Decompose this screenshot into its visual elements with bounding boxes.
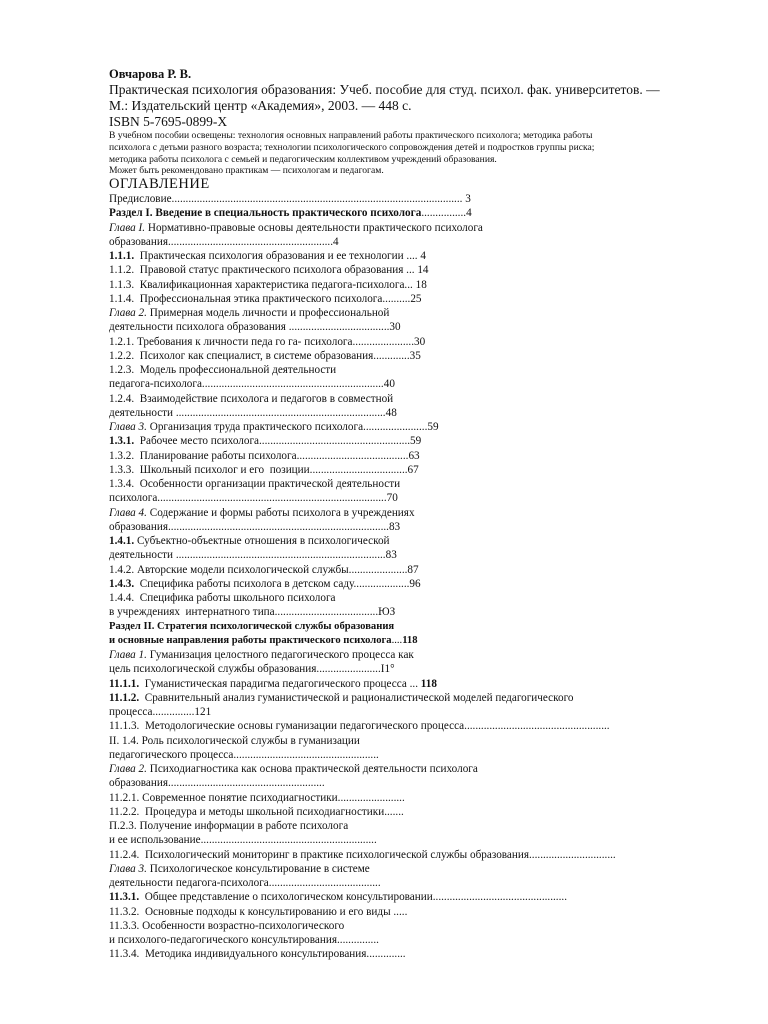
toc-entry-text: 11.2.4. Психологический мониторинг в практике психологической службы образования............................... [109, 848, 616, 861]
bib-isbn: ISBN 5-7695-0899-X [109, 114, 228, 129]
toc-entry [109, 648, 709, 662]
toc-entry [109, 833, 709, 847]
toc-entry [109, 719, 709, 733]
toc-entry-text: и ее использование............................................................... [109, 834, 377, 847]
toc-entry [109, 662, 709, 676]
toc-entry [109, 206, 709, 220]
toc-entry-number: 1.4.3. [109, 577, 135, 590]
toc-entry [109, 905, 709, 919]
toc-entry-heading: Глава 2. [109, 763, 147, 776]
toc-entry [109, 605, 709, 619]
toc-entry-text: процесса...............121 [109, 706, 212, 719]
toc-entry [109, 876, 709, 890]
toc-entry-text: 1.1.3. Квалификационная характеристика педагога-психолога... 18 [109, 278, 427, 291]
toc-entry [109, 591, 709, 605]
author-name: Овчарова Р. В. [109, 67, 192, 81]
toc-entry-text: 11.2.2. Процедура и методы школьной психодиагностики....... [109, 805, 404, 818]
toc-entry [109, 477, 709, 491]
toc-entry [109, 363, 709, 377]
toc-entry-text: Общее представление о психологическом консультировании................................................ [139, 891, 567, 904]
toc-entry [109, 534, 709, 548]
toc-entry-text: 1.2.3. Модель профессиональной деятельности [109, 364, 337, 377]
toc-entry-number: 1.1.1. [109, 250, 135, 263]
toc-entry [109, 890, 709, 904]
toc-entry [109, 819, 709, 833]
toc-entry-heading: Глава 3. [109, 862, 147, 875]
toc-entry-text: Психодиагностика как основа практической деятельности психолога [146, 763, 478, 776]
toc-entry-text: 1.1.4. Профессиональная этика практического психолога..........25 [109, 292, 422, 305]
toc-entry-text: 11.3.4. Методика индивидуального консультирования.............. [109, 948, 406, 961]
toc-entry [109, 776, 709, 790]
toc-entry-heading: Глава 2. [109, 307, 147, 320]
toc-entry-number: 11.1.2. [109, 691, 140, 704]
toc-entry [109, 947, 709, 961]
toc-entry-text: образования...............................................................................83 [109, 520, 401, 533]
toc-entry [109, 563, 709, 577]
toc-entry [109, 677, 709, 691]
toc-entry-text: психолога..................................................................................70 [109, 492, 398, 505]
abstract-line: В учебном пособии освещены: технология основных направлений работы практического психолога; методика работы [109, 131, 593, 141]
toc-entry [109, 249, 709, 263]
toc-entry-heading: Глава 4. [109, 506, 147, 519]
toc-entry [109, 548, 709, 562]
abstract-line: Может быть рекомендовано практикам — психологам и педагогам. [109, 166, 384, 177]
toc-entry-text: II. 1.4. Роль психологической службы в гуманизации [109, 734, 360, 747]
toc-entry-text: Практическая психология образования и ее технологии .... 4 [134, 250, 426, 263]
toc-entry-text: Организация труда практического психолога.......................59 [146, 421, 439, 434]
toc-entry-heading: и основные направления работы практического психолога [109, 634, 392, 646]
toc-entry-text: 1.3.2. Планирование работы психолога........................................63 [109, 449, 420, 462]
abstract-line: психолога с детьми разного возраста; технологии психологического сопровождения детей и подростков группы риска; [109, 142, 595, 153]
toc-entry-text: 1.3.3. Школьный психолог и его позиции...................................67 [109, 463, 419, 476]
toc-entry [109, 691, 709, 705]
toc-entry-text: 11.3.2. Основные подходы к консультированию и его виды ..... [109, 905, 408, 918]
table-of-contents [109, 192, 709, 962]
toc-entry-heading: Глава 3. [109, 421, 147, 434]
toc-entry [109, 491, 709, 505]
toc-entry-text: Гуманистическая парадигма педагогического процесса ... [139, 677, 421, 690]
toc-entry [109, 620, 709, 634]
toc-entry [109, 862, 709, 876]
toc-entry-text: деятельности ...........................................................................48 [109, 406, 397, 419]
toc-entry [109, 192, 709, 206]
toc-entry-text: 1.4.4. Специфика работы школьного психолога [109, 592, 336, 605]
toc-entry [109, 848, 709, 862]
toc-entry [109, 392, 709, 406]
toc-entry [109, 377, 709, 391]
toc-entry-number: 11.3.1. [109, 891, 140, 904]
toc-entry-text: 1.1.2. Правовой статус практического психолога образования ... 14 [109, 264, 429, 277]
toc-entry-heading: Раздел II. Стратегия психологической службы образования [109, 620, 395, 632]
toc-entry-text: П.2.3. Получение информации в работе психолога [109, 820, 349, 833]
toc-entry [109, 292, 709, 306]
toc-entry-text: Нормативно-правовые основы деятельности практического психолога [145, 221, 483, 234]
toc-entry-leader: .... [391, 634, 403, 646]
toc-title: ОГЛАВЛЕНИЕ [109, 177, 210, 193]
toc-entry [109, 335, 709, 349]
bibliographic-record [109, 82, 709, 130]
toc-entry [109, 320, 709, 334]
bib-line: М.: Издательский центр «Академия», 2003. — 448 с. [109, 98, 412, 113]
toc-entry [109, 520, 709, 534]
toc-entry [109, 762, 709, 776]
toc-entry-text: Примерная модель личности и профессиональной [146, 307, 390, 320]
toc-entry [109, 734, 709, 748]
toc-entry [109, 506, 709, 520]
toc-entry [109, 463, 709, 477]
toc-entry-text: и психолого-педагогического консультирования............... [109, 934, 379, 947]
toc-entry-text: Специфика работы психолога в детском саду....................96 [134, 577, 421, 590]
toc-entry-text: деятельности психолога образования ....................................30 [109, 321, 401, 334]
toc-entry-text: Субъектно-объектные отношения в психологической [134, 535, 390, 548]
toc-entry-text: педагогического процесса.................................................... [109, 748, 379, 761]
toc-entry [109, 933, 709, 947]
toc-entry-page: 118 [402, 634, 418, 646]
toc-entry [109, 221, 709, 235]
toc-entry-text: 1.4.2. Авторские модели психологической службы.....................87 [109, 563, 419, 576]
toc-entry-text: деятельности ...........................................................................83 [109, 549, 397, 562]
toc-entry-text: образования........................................................ [109, 777, 325, 790]
toc-entry-heading: Глава I. [109, 221, 146, 234]
toc-entry [109, 634, 709, 648]
toc-entry [109, 349, 709, 363]
toc-entry-text: педагога-психолога.................................................................40 [109, 378, 395, 391]
toc-entry [109, 235, 709, 249]
toc-entry-text: 1.3.4. Особенности организации практической деятельности [109, 478, 401, 491]
toc-entry-number: 1.3.1. [109, 435, 135, 448]
toc-entry-page: 118 [420, 677, 437, 690]
toc-entry [109, 748, 709, 762]
toc-entry-heading: Раздел I. Введение в специальность практического психолога [109, 207, 422, 220]
abstract-line: методика работы психолога с семьей и педагогическим коллективом учреждений образования. [109, 154, 497, 165]
toc-entry [109, 449, 709, 463]
toc-entry-text: Рабочее место психолога......................................................59 [134, 435, 422, 448]
document-page [109, 67, 709, 962]
toc-entry [109, 805, 709, 819]
toc-entry-text: образования...........................................................4 [109, 235, 339, 248]
toc-entry-text: 1.2.2. Психолог как специалист, в системе образования.............35 [109, 349, 421, 362]
toc-entry [109, 306, 709, 320]
toc-entry-text: Сравнительный анализ гуманистической и рационалистической моделей педагогического [139, 691, 574, 704]
toc-entry [109, 420, 709, 434]
toc-entry [109, 278, 709, 292]
toc-entry [109, 705, 709, 719]
toc-entry [109, 577, 709, 591]
toc-entry [109, 919, 709, 933]
toc-entry-text: деятельности педагога-психолога........................................ [109, 877, 381, 890]
toc-entry-text: в учреждениях интернатного типа.....................................ЮЗ [109, 606, 396, 619]
toc-entry [109, 434, 709, 448]
toc-entry-number: 11.1.1. [109, 677, 140, 690]
toc-entry-text: 11.1.3. Методологические основы гуманизации педагогического процесса.................................................... [109, 720, 610, 733]
toc-entry-text: 11.3.3. Особенности возрастно-психологического [109, 919, 345, 932]
toc-entry-heading: Глава 1. [109, 649, 147, 662]
toc-entry [109, 263, 709, 277]
abstract [109, 131, 709, 177]
toc-entry-text: Психологическое консультирование в системе [146, 862, 370, 875]
toc-entry-text: Предисловие........................................................................................................ 3 [109, 193, 471, 206]
toc-entry-text: Содержание и формы работы психолога в учреждениях [146, 506, 415, 519]
bib-line: Практическая психология образования: Учеб. пособие для студ. психол. фак. университетов. — [109, 82, 660, 97]
toc-entry-text: 1.2.4. Взаимодействие психолога и педагогов в совместной [109, 392, 394, 405]
toc-entry-text: 11.2.1. Современное понятие психодиагностики........................ [109, 791, 405, 804]
toc-entry [109, 791, 709, 805]
toc-entry-text: 1.2.1. Требования к личности педа го га- психолога......................30 [109, 335, 426, 348]
toc-entry-text: Гуманизация целостного педагогического процесса как [146, 649, 414, 662]
toc-entry-text: ................4 [421, 207, 472, 220]
toc-entry [109, 406, 709, 420]
toc-entry-text: цель психологической службы образования.......................I1° [109, 663, 395, 676]
toc-entry-number: 1.4.1. [109, 535, 135, 548]
